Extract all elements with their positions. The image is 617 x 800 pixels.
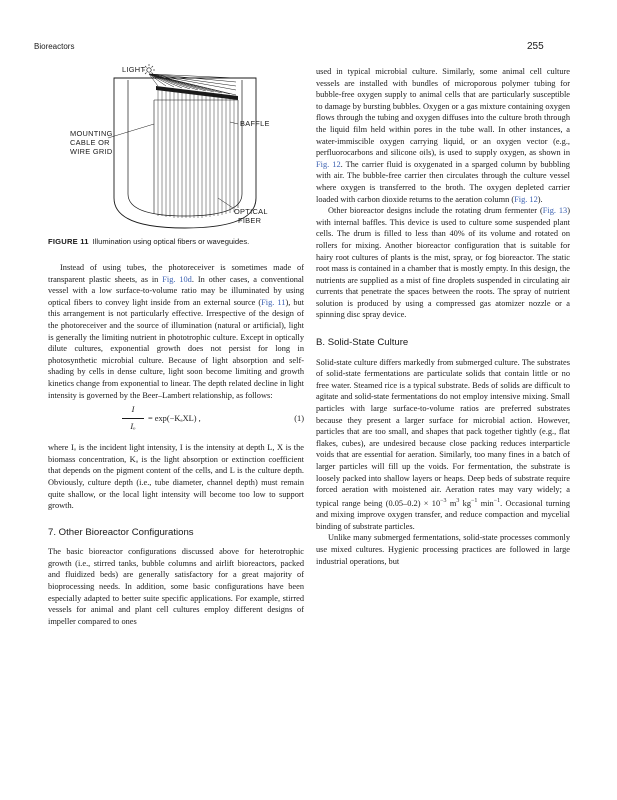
fig-13-link[interactable]: Fig. 13 bbox=[542, 206, 568, 216]
vessel-outline bbox=[114, 78, 256, 228]
beer-lambert-equation bbox=[48, 404, 304, 438]
fig-11-link[interactable]: Fig. 11 bbox=[261, 297, 286, 307]
paragraph: Other bioreactor designs include the rotating drum fermenter (Fig. 13) with internal baffles. This device is used to culture some suspended plant cells. The drum is filled to less than 40% of its volume and rotated on rollers for mixing. Another bioreactor configuration that is suitable for hairy root cultures of plants is the mist, spray, or fog bioreactor. The static root mass is contained in a chamber that is mostly empty. In this design, the nutrients are supplied as a mist of fine droplets suspended in circulating air currents that penetrate the spaces between the roots. The spray of nutrient solution is produced by using a compressed gas atomizer nozzle or a spinning disc spray device. bbox=[316, 206, 570, 320]
figure-caption-text: Illumination using optical fibers or waveguides. bbox=[92, 237, 250, 246]
paragraph: The basic bioreactor configurations discussed above for heterotrophic growth (i.e., stirred tanks, bubble columns and airlift bioreactors, packed and fluidized beds) are generally satisfactory for a great majority of bioprocessing needs. In addition, some basic configurations have been especially adapted to better suite specific applications. For example, stirred vessels for animal and plant cell cultures employ different designs of impeller compared to ones bbox=[48, 547, 304, 626]
paragraph: Solid-state culture differs markedly from submerged culture. The substrates of solid-state fermentations are particulate solids that contain little or no free water. Steamed rice is a typical substrate. Beds of solids are difficult to agitate and solid-state fermentations do not employ intensive mixing. Small particles with large surface-to-volume ratios are preferred substrates because they present a larger surface for microbial action. However, particles that are too small, and shapes that pack together tightly (e.g., flat flakes, cubes), are undesired because close packing reduces interparticle voids that are essential for aeration. Similarly, too many fines in a batch of larger particles will fill up the voids. For fermentation, the substrate is loosely packed into shallow layers or heaps. Deep beds of substrate require forced aeration with moistened air. Aeration rates may vary widely; a typical range being $(0.05-0.2) \times 10^{-3}$ $m^3$ $kg^{-1}$ $\min^{-1}$. Occasional turning and mixing improve oxygen transfer, and reduce compaction and mycelial binding of substrate particles. bbox=[316, 357, 570, 531]
figure-caption-label: FIGURE 11 bbox=[48, 237, 89, 246]
left-column bbox=[48, 262, 304, 627]
paragraph: Instead of using tubes, the photoreceiver is sometimes made of transparent plastic sheets, as in Fig. 10d. In other cases, a conventional vessel with a low surface-to-volume ratio may be illuminated by using optical fibers to convey light inside from an external source (Fig. 11), but this arrangement is not particularly effective. Irrespective of the design of the photoreceiver and the source of illumination (natural or artificial), light is generally the limiting nutrient in phototrophic culture. Except in optically dilute cultures, exponential growth does not persist for long in photosynthetic microbial culture. Because of light absorption and self-shading by cells in dense culture, light soon become limiting and growth kinetics change from exponential to linear. The depth related decline in light intensity is governed by the Beer–Lambert relationship, as follows: bbox=[48, 263, 304, 400]
fig-12-link[interactable]: Fig. 12 bbox=[316, 159, 341, 169]
page-number: 255 bbox=[527, 41, 544, 52]
figure-caption bbox=[48, 237, 308, 247]
vessel-inner bbox=[128, 80, 242, 216]
label-baffle: BAFFLE bbox=[240, 119, 270, 128]
fig-12-link-2[interactable]: Fig. 12 bbox=[514, 194, 538, 204]
optical-fiber-figure bbox=[70, 58, 300, 233]
optical-fibers bbox=[158, 88, 234, 218]
paragraph: Unlike many submerged fermentations, solid-state processes commonly use mixed cultures. Hygienic processing practices are followed in large industrial operations, but bbox=[316, 533, 570, 566]
label-optical-2: FIBER bbox=[238, 216, 262, 225]
label-mounting-3: WIRE GRID bbox=[70, 147, 113, 156]
label-mounting-2: CABLE OR bbox=[70, 138, 110, 147]
fig-10d-link[interactable]: Fig. 10d bbox=[162, 274, 192, 284]
paragraph: used in typical microbial culture. Similarly, some animal cell culture vessels are installed with bundles of microporous polymer tubing for bubble-free oxygen supply to animal cells that are particularly susceptible to damage by bursting bubbles. Oxygen or a gas mixture containing oxygen flows through the tubing and oxygen diffuses into the culture broth through the liquid film held within pores in the tube wall. In other instances, a water-immiscible oxygen carrying liquid, or an oxygen vector (e.g., perfluorocarbons and silicone oils), is used to supply oxygen, as shown in Fig. 12. The carrier fluid is oxygenated in a sparged column by bubbling with air. The bubble-free carrier then circulates through the culture vessel where oxygen is transferred to the broth. The oxygen depleted carrier loaded with carbon dioxide returns to the aeration column (Fig. 12). bbox=[316, 67, 570, 204]
eq-denominator: Iₒ bbox=[130, 422, 136, 432]
right-column bbox=[316, 66, 570, 567]
label-optical-1: OPTICAL bbox=[234, 207, 268, 216]
eq-numerator: I bbox=[131, 405, 135, 415]
section-heading: B. Solid-State Culture bbox=[316, 337, 409, 349]
running-title: Bioreactors bbox=[34, 42, 75, 51]
label-mounting-1: MOUNTING bbox=[70, 129, 113, 138]
label-light: LIGHT bbox=[122, 65, 146, 74]
eq-rhs: = exp(−KₐXL) , bbox=[148, 414, 201, 424]
eq-number: (1) bbox=[294, 414, 304, 424]
paragraph: where Iₒ is the incident light intensity, I is the intensity at depth L, X is the biomass concentration, Kₐ is the light absorption or extinction coefficient that depends on the pigment content of the cells, and L is the culture depth. Obviously, culture depth (i.e., tube diameter, channel depth) must remain quite shallow, or the local light intensity will become too low to support growth. bbox=[48, 443, 304, 511]
section-heading: 7. Other Bioreactor Configurations bbox=[48, 526, 194, 538]
mounting-grid bbox=[154, 100, 238, 214]
